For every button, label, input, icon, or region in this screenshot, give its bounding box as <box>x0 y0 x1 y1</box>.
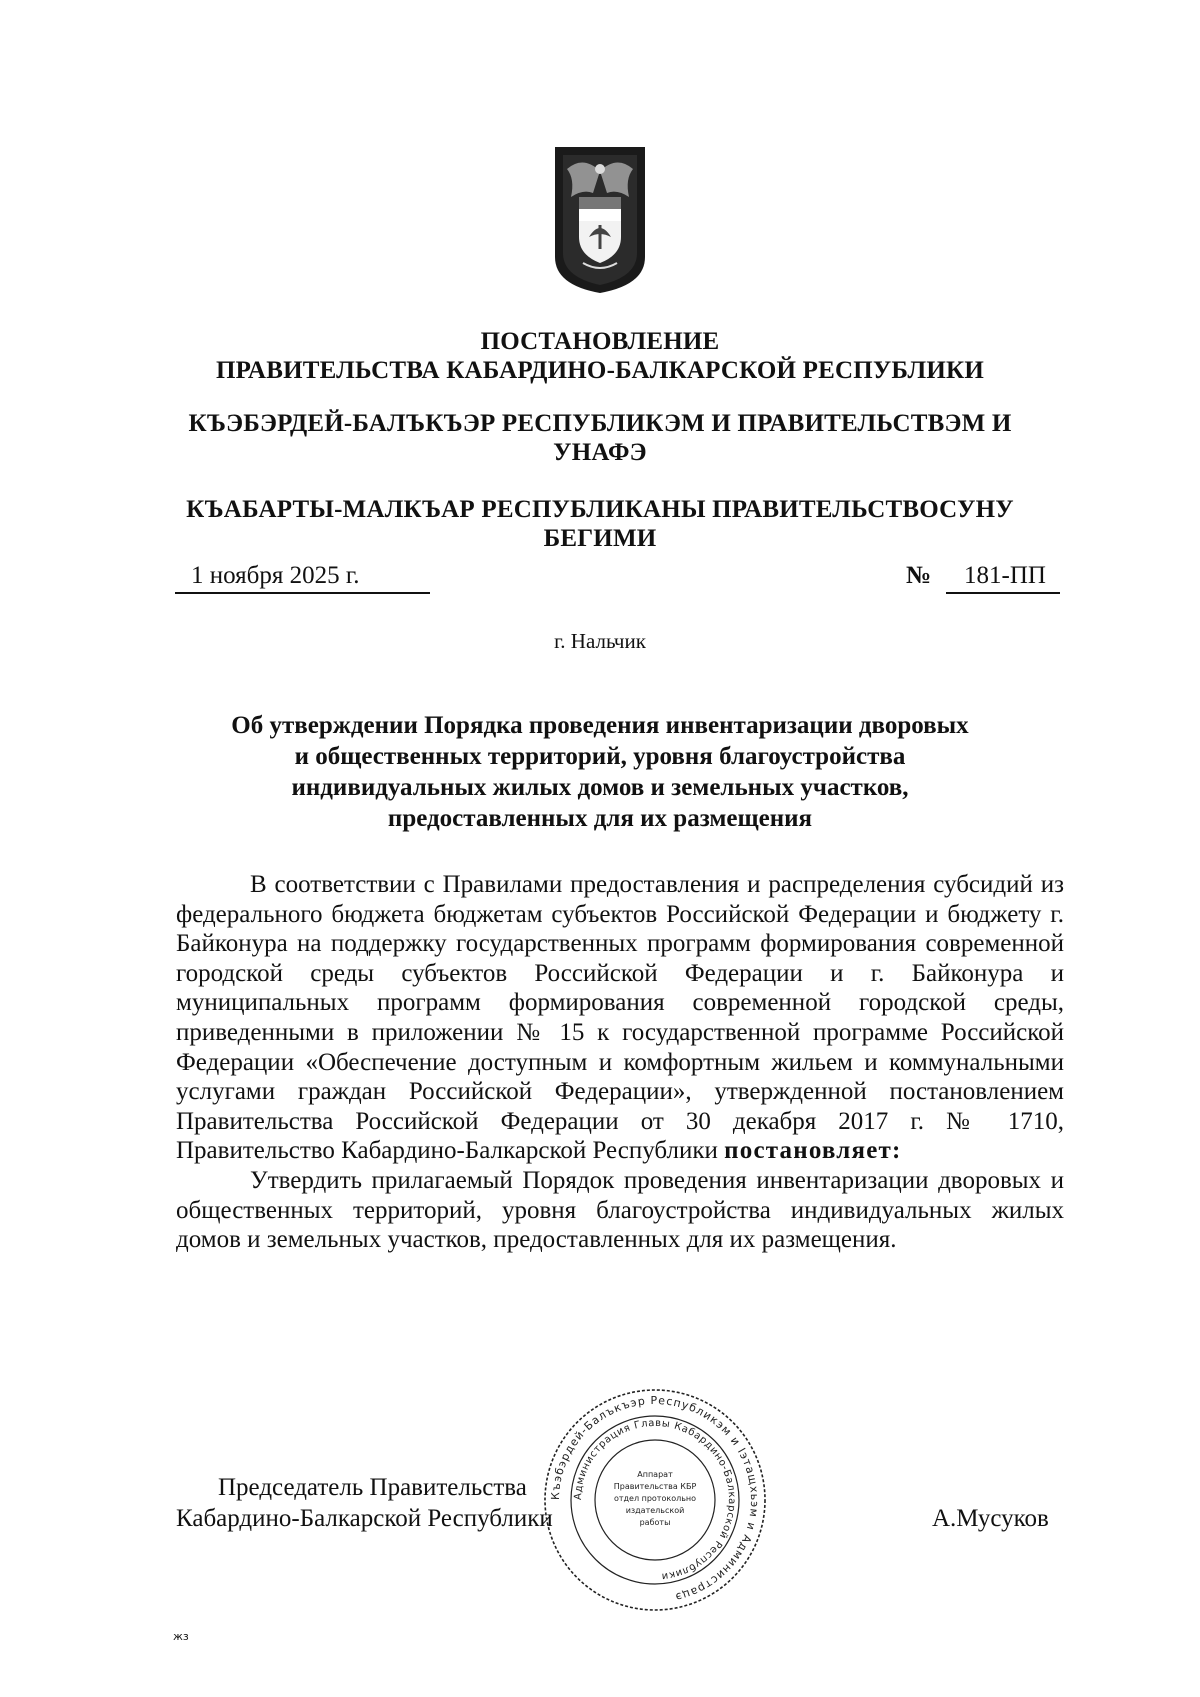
document-date: 1 ноября 2025 г. <box>175 560 430 594</box>
resolves-word: постановляет: <box>724 1137 902 1165</box>
preamble-text: В соответствии с Правилами предоставления и распределения субсидий из федерального бюджета бюджетам субъектов Российской Федерации и бюджету г. Байконура на поддержку государственных программ формирования современной городской среды субъектов Российской Федерации и г. Байконура и муниципальных программ формирования современной городской среды, приведенными в приложении № 15 к государственной программе Российской Федерации «Обеспечение доступным и комфортным жильем и коммунальными услугами граждан Российской Федерации», утвержденной постановлением Правительства Российской Федерации от 30 декабря 2017 г. № 1710, Правительство Кабардино-Балкарской Республики <box>176 871 1064 1165</box>
stamp-center-line3: отдел протокольно <box>613 1494 697 1503</box>
issuer-heading-krc-line2: БЕГИМИ <box>543 525 657 552</box>
document-city: г. Нальчик <box>554 629 646 653</box>
title-line-1: Об утверждении Порядка проведения инвентаризации дворовых <box>231 712 969 739</box>
stamp-center-line4: издательской <box>625 1506 685 1515</box>
coat-of-arms-icon <box>553 145 647 295</box>
title-line-2: и общественных территорий, уровня благоустройства <box>294 743 906 770</box>
signatory-position-line1: Председатель Правительства <box>218 1474 527 1501</box>
issuer-heading-kbd-line2: УНАФЭ <box>553 439 647 466</box>
executor-initials: жз <box>173 1630 189 1643</box>
stamp-middle-text: Администрация Главы Кабардино-Балкарской Республики <box>572 1417 738 1582</box>
document-number: 181-ПП <box>946 560 1060 594</box>
resolution-paragraph: Утвердить прилагаемый Порядок проведения инвентаризации дворовых и общественных территорий, уровня благоустройства индивидуальных жилых домов и земельных участков, предоставленных для их размещения. <box>176 1166 1064 1254</box>
document-title <box>0 710 1200 834</box>
title-line-4: предоставленных для их размещения <box>387 805 813 832</box>
stamp-center-line1: Аппарат <box>637 1470 673 1479</box>
document-body <box>176 870 1064 1255</box>
preamble-paragraph <box>176 870 1064 1166</box>
signatory-name: А.Мусуков <box>932 1505 1049 1532</box>
official-stamp <box>540 1385 770 1615</box>
issuer-heading-ru: ПРАВИТЕЛЬСТВА КАБАРДИНО-БАЛКАРСКОЙ РЕСПУБЛИКИ <box>216 357 984 384</box>
stamp-center-line2: Правительства КБР <box>613 1482 697 1491</box>
number-sign: № <box>906 562 932 589</box>
signatory-position-line2: Кабардино-Балкарской Республики <box>176 1505 553 1532</box>
stamp-center-line5: работы <box>639 1518 671 1527</box>
title-line-3: индивидуальных жилых домов и земельных участков, <box>291 774 909 801</box>
doc-type-heading: ПОСТАНОВЛЕНИЕ <box>480 328 720 355</box>
issuer-heading-kbd-line1: КЪЭБЭРДЕЙ-БАЛЪКЪЭР РЕСПУБЛИКЭМ И ПРАВИТЕЛЬСТВЭМ И <box>188 410 1012 437</box>
issuer-heading-krc-line1: КЪАБАРТЫ-МАЛКЪАР РЕСПУБЛИКАНЫ ПРАВИТЕЛЬСТВОСУНУ <box>186 496 1014 523</box>
stamp-outer-text: Къэбэрдей-Балъкъэр Республикэм и Iэтащхьэм и Администрацэ <box>548 1393 762 1604</box>
